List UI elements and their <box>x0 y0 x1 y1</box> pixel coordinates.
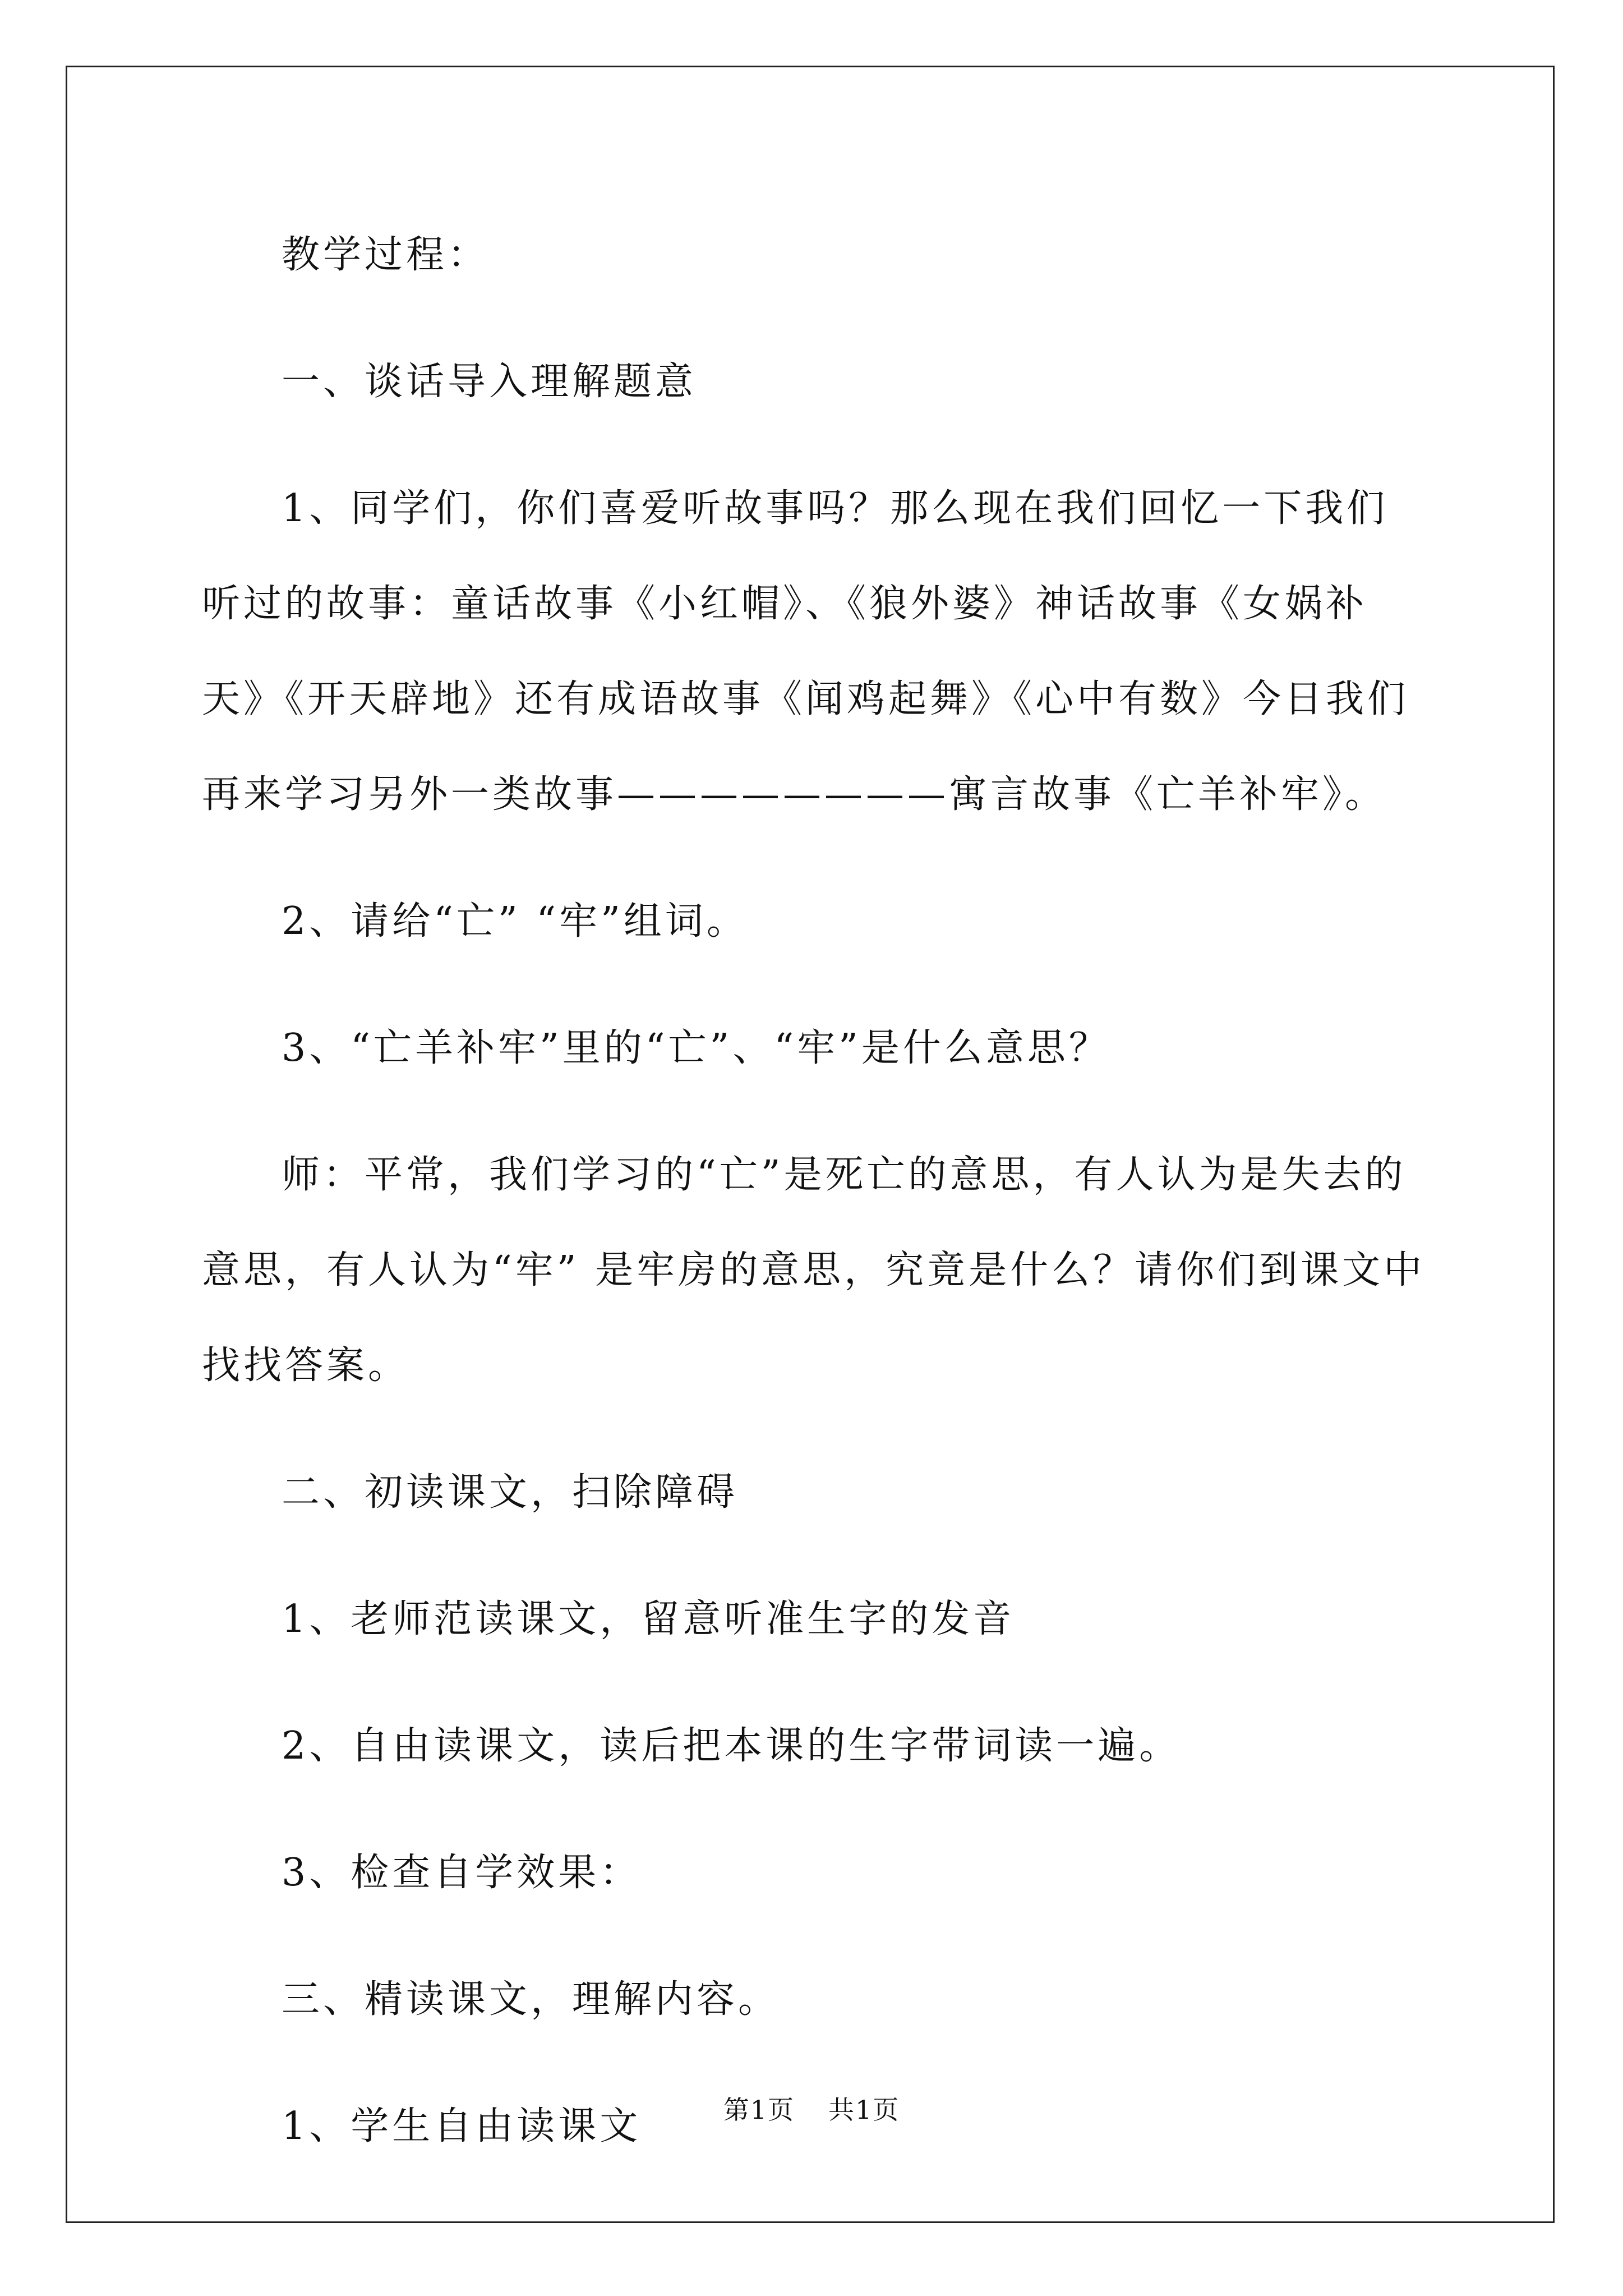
paragraph-student-reading: 1、学生自由读课文 <box>282 2104 642 2148</box>
paragraph-teaching-process: 教学过程： <box>282 233 490 277</box>
paragraph-section-two-heading: 二、初读课文，扫除障碍 <box>282 1470 739 1515</box>
paragraph-teacher-explanation: 师：平常，我们学习的“亡”是死亡的意思，有人认为是失去的意思，有人认为“牢” 是牢房的意思，究竟是什么？请你们到课文中找找答案。 <box>202 1153 1426 1388</box>
paragraph-word-building: 2、请给“亡” “牢”组词。 <box>282 899 748 944</box>
page-number-current: 第1页 <box>723 2095 795 2125</box>
paragraph-intro-stories: 1、同学们，你们喜爱听故事吗？那么现在我们回忆一下我们听过的故事：童话故事《小红帽》、《狼外婆》神话故事《女娲补天》《开天辟地》还有成语故事《闻鸡起舞》《心中有数》今日我们再来学习另外一类故事————————寓言故事《亡羊补牢》。 <box>202 486 1409 817</box>
page-number-total: 共1页 <box>828 2095 900 2125</box>
paragraph-teacher-reading: 1、老师范读课文，留意听准生字的发音 <box>282 1597 1015 1641</box>
paragraph-meaning-question: 3、“亡羊补牢”里的“亡”、“牢”是什么意思？ <box>282 1026 1110 1070</box>
document-body <box>202 208 1427 2206</box>
paragraph-check-self-study: 3、检查自学效果： <box>282 1851 642 1895</box>
page-footer <box>0 2090 1623 2127</box>
paragraph-section-one-heading: 一、谈话导入理解题意 <box>282 360 697 404</box>
paragraph-free-reading: 2、自由读课文，读后把本课的生字带词读一遍。 <box>282 1724 1181 1768</box>
paragraph-section-three-heading: 三、精读课文，理解内容。 <box>282 1977 780 2022</box>
